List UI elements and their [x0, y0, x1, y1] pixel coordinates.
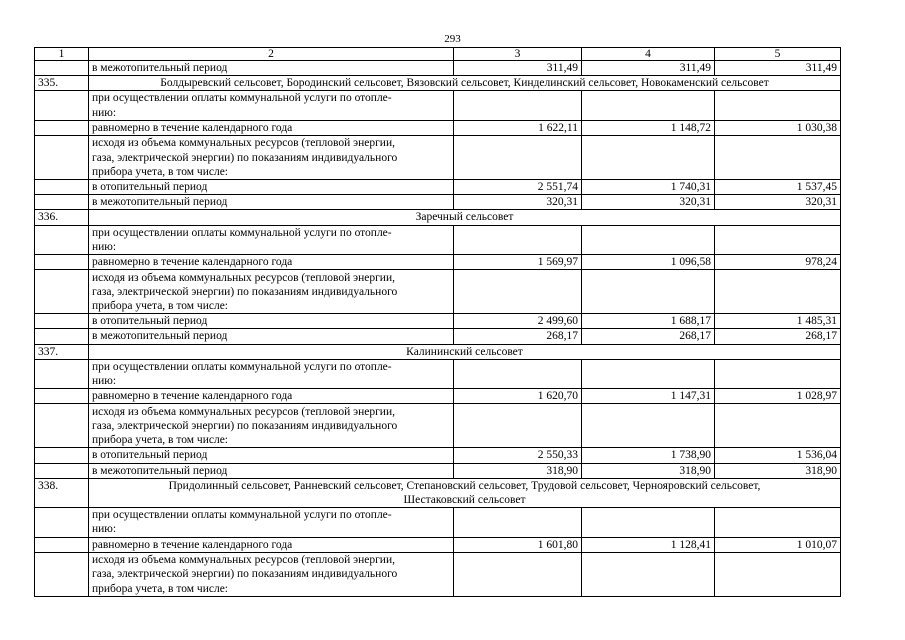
- value-col-5: 1 010,07: [715, 537, 841, 552]
- value-col-3: 2 551,74: [454, 180, 582, 195]
- value-col-3: 2 499,60: [454, 314, 582, 329]
- row-number: [35, 508, 89, 537]
- value-col-3: [454, 91, 582, 120]
- value-col-3: 1 622,11: [454, 120, 582, 135]
- row-number: [35, 180, 89, 195]
- table-row: [35, 270, 841, 314]
- value-col-3: [454, 404, 582, 448]
- value-col-3: [454, 359, 582, 388]
- row-number: [35, 270, 89, 314]
- value-col-4: 1 128,41: [582, 537, 715, 552]
- row-label: при осуществлении оплаты коммунальной услуги по отопле- нию:: [89, 225, 454, 254]
- table-row: [35, 225, 841, 254]
- row-number: [35, 537, 89, 552]
- value-col-3: 318,90: [454, 463, 582, 478]
- value-col-4: [582, 404, 715, 448]
- tariff-table-body: [35, 48, 841, 597]
- value-col-5: 1 537,45: [715, 180, 841, 195]
- value-col-5: [715, 508, 841, 537]
- row-label: исходя из объема коммунальных ресурсов (тепловой энергии, газа, электрической энергии) по показаниям индивидуального прибора учета, в том числе:: [89, 136, 454, 180]
- value-col-5: 268,17: [715, 329, 841, 344]
- value-col-4: 1 148,72: [582, 120, 715, 135]
- value-col-5: 1 030,38: [715, 120, 841, 135]
- column-number-4: 4: [582, 48, 715, 61]
- value-col-4: 318,90: [582, 463, 715, 478]
- row-number: [35, 552, 89, 596]
- row-number: [35, 389, 89, 404]
- value-col-5: 1 028,97: [715, 389, 841, 404]
- row-number: [35, 404, 89, 448]
- value-col-4: 1 096,58: [582, 255, 715, 270]
- row-number: [35, 255, 89, 270]
- row-number: [35, 463, 89, 478]
- value-col-5: 1 485,31: [715, 314, 841, 329]
- value-col-5: [715, 270, 841, 314]
- value-col-3: [454, 225, 582, 254]
- section-number: 335.: [35, 76, 89, 91]
- row-number: [35, 359, 89, 388]
- value-col-3: [454, 136, 582, 180]
- table-row: [35, 329, 841, 344]
- value-col-4: 1 740,31: [582, 180, 715, 195]
- row-label: равномерно в течение календарного года: [89, 537, 454, 552]
- row-label: исходя из объема коммунальных ресурсов (тепловой энергии, газа, электрической энергии) по показаниям индивидуального прибора учета, в том числе:: [89, 552, 454, 596]
- value-col-4: 320,31: [582, 195, 715, 210]
- row-label: при осуществлении оплаты коммунальной услуги по отопле- нию:: [89, 359, 454, 388]
- table-row: [35, 552, 841, 596]
- table-row: [35, 180, 841, 195]
- row-number: [35, 329, 89, 344]
- row-number: [35, 314, 89, 329]
- table-row: [35, 389, 841, 404]
- value-col-5: [715, 225, 841, 254]
- row-number: [35, 120, 89, 135]
- value-col-5: [715, 136, 841, 180]
- value-col-3: 1 620,70: [454, 389, 582, 404]
- value-col-3: 268,17: [454, 329, 582, 344]
- value-col-3: 1 601,80: [454, 537, 582, 552]
- value-col-5: [715, 359, 841, 388]
- value-col-3: 311,49: [454, 61, 582, 76]
- row-number: [35, 136, 89, 180]
- value-col-5: 978,24: [715, 255, 841, 270]
- value-col-4: [582, 91, 715, 120]
- section-title: Заречный сельсовет: [89, 210, 841, 225]
- value-col-5: 311,49: [715, 61, 841, 76]
- value-col-4: [582, 136, 715, 180]
- value-col-4: 1 738,90: [582, 448, 715, 463]
- row-label: в межотопительный период: [89, 195, 454, 210]
- row-label: в отопительный период: [89, 180, 454, 195]
- row-label: равномерно в течение календарного года: [89, 255, 454, 270]
- row-number: [35, 61, 89, 76]
- row-label: в межотопительный период: [89, 463, 454, 478]
- table-row: [35, 404, 841, 448]
- value-col-3: [454, 508, 582, 537]
- value-col-3: 2 550,33: [454, 448, 582, 463]
- value-col-5: 1 536,04: [715, 448, 841, 463]
- table-row: [35, 120, 841, 135]
- page-number: 293: [444, 33, 461, 45]
- section-row: [35, 478, 841, 507]
- value-col-4: 1 688,17: [582, 314, 715, 329]
- value-col-5: 320,31: [715, 195, 841, 210]
- row-number: [35, 195, 89, 210]
- value-col-4: 268,17: [582, 329, 715, 344]
- value-col-5: [715, 91, 841, 120]
- table-row: [35, 61, 841, 76]
- value-col-3: 1 569,97: [454, 255, 582, 270]
- column-number-5: 5: [715, 48, 841, 61]
- row-label: равномерно в течение календарного года: [89, 389, 454, 404]
- row-number: [35, 448, 89, 463]
- value-col-4: [582, 225, 715, 254]
- section-title: Болдыревский сельсовет, Бородинский сельсовет, Вязовский сельсовет, Кинделинский сельсовет, Новокаменский сельсовет: [89, 76, 841, 91]
- row-number: [35, 225, 89, 254]
- value-col-4: [582, 552, 715, 596]
- table-row: [35, 448, 841, 463]
- row-label: исходя из объема коммунальных ресурсов (тепловой энергии, газа, электрической энергии) по показаниям индивидуального прибора учета, в том числе:: [89, 404, 454, 448]
- table-row: [35, 537, 841, 552]
- section-number: 337.: [35, 344, 89, 359]
- tariff-table: [34, 47, 841, 597]
- table-row: [35, 463, 841, 478]
- table-row: [35, 255, 841, 270]
- row-label: в отопительный период: [89, 314, 454, 329]
- row-label: в отопительный период: [89, 448, 454, 463]
- table-row: [35, 195, 841, 210]
- row-label: исходя из объема коммунальных ресурсов (тепловой энергии, газа, электрической энергии) по показаниям индивидуального прибора учета, в том числе:: [89, 270, 454, 314]
- section-title: Придолинный сельсовет, Ранневский сельсовет, Степановский сельсовет, Трудовой сельсовет, Чернояровский сельсовет, Шестаковский сельсовет: [89, 478, 841, 507]
- row-label: равномерно в течение календарного года: [89, 120, 454, 135]
- table-row: [35, 508, 841, 537]
- column-number-3: 3: [454, 48, 582, 61]
- table-row: [35, 91, 841, 120]
- column-number-row: [35, 48, 841, 61]
- value-col-4: [582, 359, 715, 388]
- value-col-5: 318,90: [715, 463, 841, 478]
- section-title: Калининский сельсовет: [89, 344, 841, 359]
- value-col-4: 311,49: [582, 61, 715, 76]
- row-label: в межотопительный период: [89, 329, 454, 344]
- column-number-1: 1: [35, 48, 89, 61]
- table-row: [35, 359, 841, 388]
- section-number: 338.: [35, 478, 89, 507]
- row-label: при осуществлении оплаты коммунальной услуги по отопле- нию:: [89, 91, 454, 120]
- row-label: при осуществлении оплаты коммунальной услуги по отопле- нию:: [89, 508, 454, 537]
- value-col-3: [454, 552, 582, 596]
- row-number: [35, 91, 89, 120]
- value-col-3: [454, 270, 582, 314]
- column-number-2: 2: [89, 48, 454, 61]
- section-row: [35, 344, 841, 359]
- table-row: [35, 314, 841, 329]
- row-label: в межотопительный период: [89, 61, 454, 76]
- value-col-5: [715, 552, 841, 596]
- section-row: [35, 76, 841, 91]
- section-row: [35, 210, 841, 225]
- table-row: [35, 136, 841, 180]
- value-col-3: 320,31: [454, 195, 582, 210]
- section-number: 336.: [35, 210, 89, 225]
- value-col-5: [715, 404, 841, 448]
- value-col-4: [582, 508, 715, 537]
- value-col-4: [582, 270, 715, 314]
- value-col-4: 1 147,31: [582, 389, 715, 404]
